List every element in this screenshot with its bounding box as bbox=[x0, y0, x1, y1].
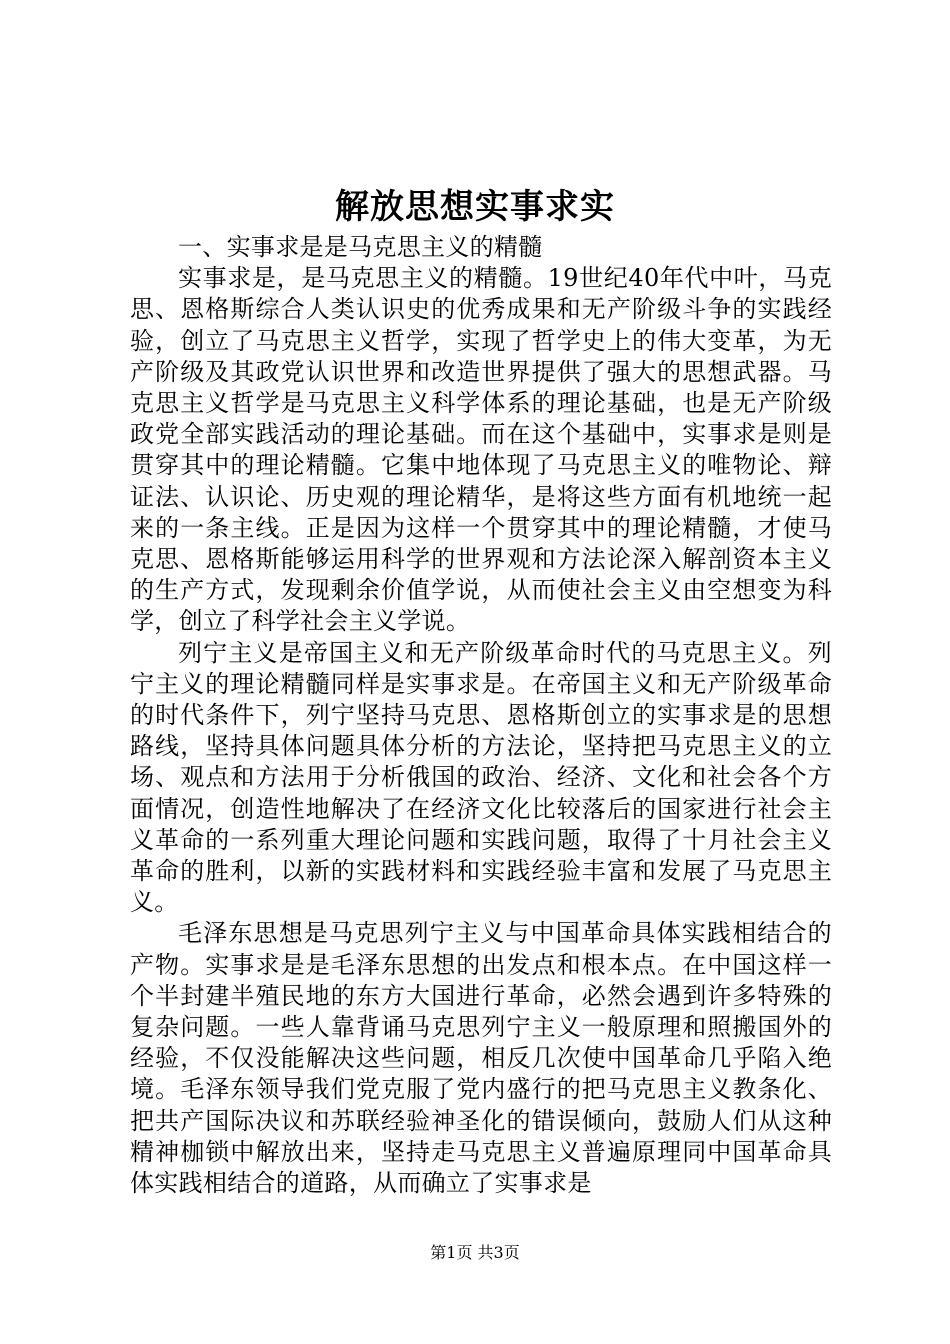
document-title: 解放思想实事求实 bbox=[335, 187, 615, 227]
document-body bbox=[130, 232, 832, 1199]
paragraph: 实事求是，是马克思主义的精髓。19世纪40年代中叶，马克思、恩格斯综合人类认识史的优秀成果和无产阶级斗争的实践经验，创立了马克思主义哲学，实现了哲学史上的伟大变革，为无产阶级及其政党认识世界和改造世界提供了强大的思想武器。马克思主义哲学是马克思主义科学体系的理论基础，也是无产阶级政党全部实践活动的理论基础。而在这个基础中，实事求是则是贯穿其中的理论精髓。它集中地体现了马克思主义的唯物论、辩证法、认识论、历史观的理论精华，是将这些方面有机地统一起来的一条主线。正是因为这样一个贯穿其中的理论精髓，才使马克思、恩格斯能够运用科学的世界观和方法论深入解剖资本主义的生产方式，发现剩余价值学说，从而使社会主义由空想变为科学，创立了科学社会主义学说。 bbox=[130, 264, 832, 636]
paragraph: 列宁主义是帝国主义和无产阶级革命时代的马克思主义。列宁主义的理论精髓同样是实事求是。在帝国主义和无产阶级革命的时代条件下，列宁坚持马克思、恩格斯创立的实事求是的思想路线，坚持具体问题具体分析的方法论，坚持把马克思主义的立场、观点和方法用于分析俄国的政治、经济、文化和社会各个方面情况，创造性地解决了在经济文化比较落后的国家进行社会主义革命的一系列重大理论问题和实践问题，取得了十月社会主义革命的胜利，以新的实践材料和实践经验丰富和发展了马克思主义。 bbox=[130, 638, 832, 917]
section-heading: 一、实事求是是马克思主义的精髓 bbox=[178, 233, 543, 261]
page-footer: 第1页 共3页 bbox=[430, 1243, 520, 1262]
paragraph: 毛泽东思想是马克思列宁主义与中国革命具体实践相结合的产物。实事求是是毛泽东思想的出发点和根本点。在中国这样一个半封建半殖民地的东方大国进行革命，必然会遇到许多特殊的复杂问题。一些人靠背诵马克思列宁主义一般原理和照搬国外的经验，不仅没能解决这些问题，相反几次使中国革命几乎陷入绝境。毛泽东领导我们党克服了党内盛行的把马克思主义教条化、把共产国际决议和苏联经验神圣化的错误倾向，鼓励人们从这种精神枷锁中解放出来，坚持走马克思主义普遍原理同中国革命具体实践相结合的道路，从而确立了实事求是 bbox=[130, 919, 832, 1198]
